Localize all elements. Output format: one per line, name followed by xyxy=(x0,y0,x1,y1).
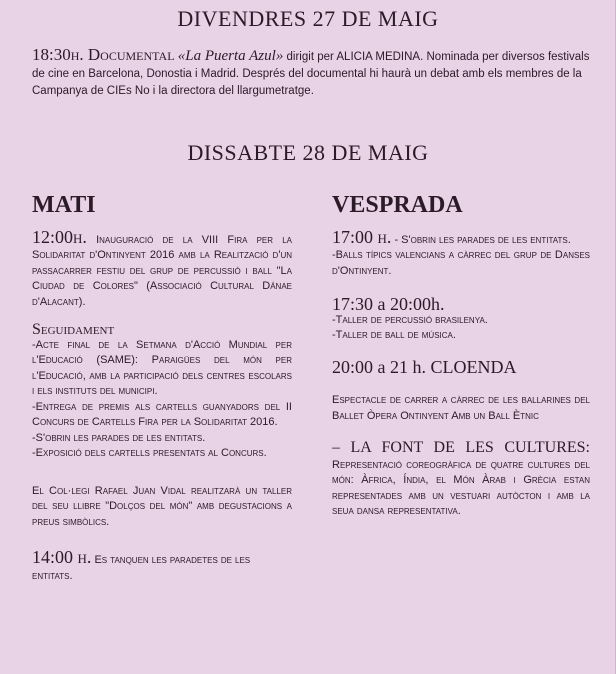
film-title: «La Puerta Azul» xyxy=(177,48,284,64)
afternoon-heading: VESPRADA xyxy=(332,192,463,218)
afternoon-column xyxy=(332,192,590,520)
t2-item: -Taller de ball de música. xyxy=(332,329,456,341)
closing-time: 14:00 h. xyxy=(32,547,92,567)
t1-text: - S'obrin les parades de les entitats. xyxy=(394,233,571,246)
then-heading: Seguidament xyxy=(32,321,115,338)
t3-time: 20:00 a 21 h. CLOENDA xyxy=(332,356,517,377)
then-item: -S'obrin les parades de les entitats. xyxy=(32,431,206,444)
then-item: -Exposició dels cartells presentats al Concurs. xyxy=(32,447,267,459)
opening-text: Inauguració de la VIII Fira per la Solidaritat d'Ontinyent 2016 amb la Realització d'un passacarrer festiu del grup de percussió i ball "La Ciudad de Colores" (Associació Cultural Dánae d'Alacant). xyxy=(32,233,292,308)
font-paragraph xyxy=(332,440,590,520)
opening-paragraph xyxy=(32,226,292,311)
closing-text: Es tanquen les paradetes de les entitats. xyxy=(32,554,251,582)
t1-item: -Balls típics valencians a càrrec del grup de Danses d'Ontinyent. xyxy=(332,249,590,277)
friday-text: dirigit per ALICIA MEDINA. Nominada per diversos festivals de cine en Barcelona, Donostia i Madrid. Després del documental hi haurà un debat amb els membres de la Campanya de CIEs No i la directora del llargumetratge. xyxy=(32,51,590,97)
friday-time: 18:30h. Documental xyxy=(32,45,175,64)
saturday-title: DISSABTE 28 DE MAIG xyxy=(187,140,429,165)
morning-heading: MATI xyxy=(32,192,96,218)
opening-time: 12:00h. xyxy=(32,226,87,247)
morning-column xyxy=(32,192,292,584)
show-text: Espectacle de carrer a càrrec de les ballarines del Ballet Òpera Ontinyent Amb un Ball Ètnic xyxy=(332,394,590,422)
t2-item: -Taller de percussió brasilenya. xyxy=(332,313,488,326)
font-title: – LA FONT DE LES CULTURES: xyxy=(332,439,590,456)
workshop-text: El Col·legi Rafael Juan Vidal realitzarà un taller del seu llibre "Dolços del món" amb degustacions a preus simbòlics. xyxy=(32,484,292,528)
then-item: -Acte final de la Setmana d'Acció Mundial per l'Educació (SAME): Paraigües del món per l'Educació, amb la participació dels centres escolars i els instituts del municipi. xyxy=(32,338,292,397)
t2-time: 17:30 a 20:00h. xyxy=(332,294,445,314)
then-item: -Entrega de premis als cartells guanyadors del II Concurs de Cartells Fira per la Solidaritat 2016. xyxy=(32,400,292,428)
t1-paragraph xyxy=(332,226,590,249)
t1-time: 17:00 h. xyxy=(332,226,392,247)
font-text: Representació coreogràfica de quatre cultures del món: Àfrica, Índia, el Món Àrab i Grècia estan representades amb un vestuari autòcton i amb la seua dansa representativa. xyxy=(332,458,590,517)
closing-paragraph xyxy=(32,547,292,584)
friday-title: DIVENDRES 27 DE MAIG xyxy=(177,6,439,31)
friday-description xyxy=(32,46,592,100)
